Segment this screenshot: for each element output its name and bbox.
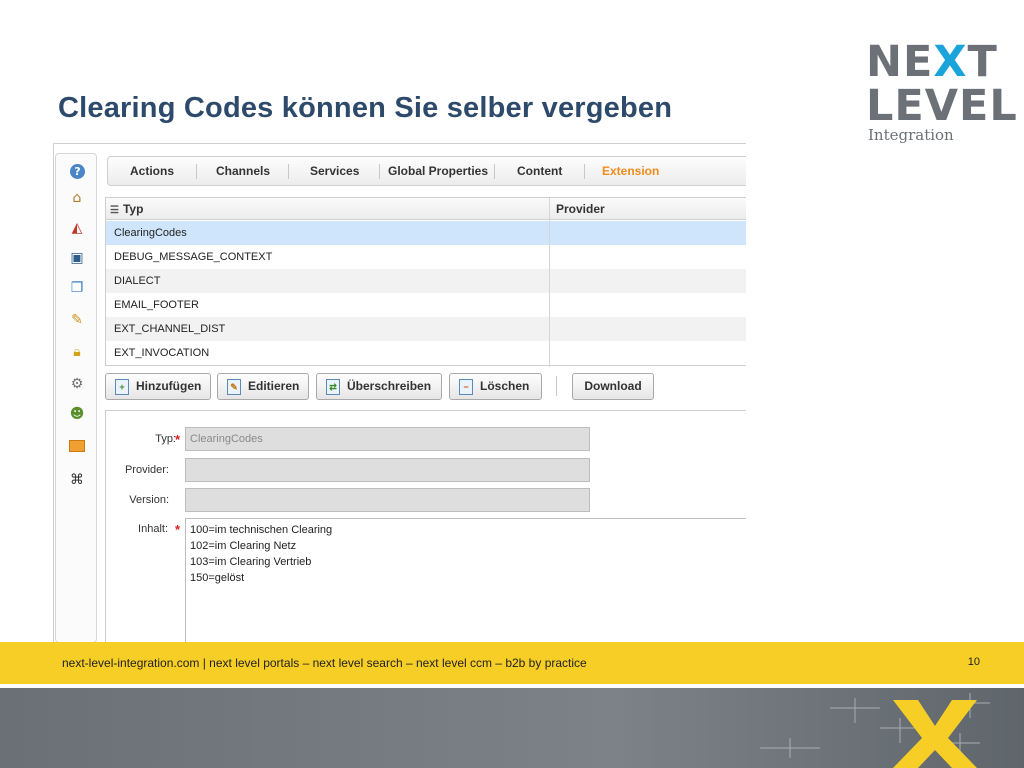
decorative-footer-band <box>0 688 1024 768</box>
help-icon[interactable]: ? <box>70 164 85 179</box>
tab-separator <box>584 164 585 179</box>
cell-typ: DIALECT <box>114 275 161 287</box>
logo-line-level: LEVEL <box>866 81 1018 131</box>
table-row[interactable] <box>106 341 746 365</box>
icon-sidebar <box>55 153 97 643</box>
tab-channels[interactable]: Channels <box>216 164 271 178</box>
content-line: 100=im technischen Clearing <box>190 524 333 536</box>
next-level-logo <box>866 37 1018 144</box>
extension-form <box>105 410 746 643</box>
provider-field[interactable] <box>185 458 590 482</box>
content-textarea[interactable] <box>185 518 746 643</box>
x-logo-mark <box>893 700 977 768</box>
table-header <box>106 198 746 220</box>
delete-button[interactable]: − Löschen <box>449 373 542 400</box>
table-row[interactable] <box>106 317 746 341</box>
cell-typ: EXT_INVOCATION <box>114 347 210 359</box>
add-document-icon: + <box>115 379 129 395</box>
content-line: 102=im Clearing Netz <box>190 540 297 552</box>
typ-field[interactable]: ClearingCodes <box>185 427 590 451</box>
table-row[interactable] <box>106 269 746 293</box>
logo-line-next: NEXT <box>866 37 998 87</box>
box-icon[interactable] <box>69 440 85 452</box>
decorative-x-pattern <box>0 688 1024 768</box>
column-menu-icon: ☰ <box>110 205 119 216</box>
extension-table <box>105 197 746 366</box>
copy-icon[interactable]: ❐ <box>70 280 84 296</box>
logo-line-integration: Integration <box>868 126 954 144</box>
content-line: 150=gelöst <box>190 572 245 584</box>
column-header-provider[interactable]: Provider <box>556 202 605 216</box>
tab-services[interactable]: Services <box>310 164 360 178</box>
statistics-icon[interactable]: ◭ <box>71 220 83 236</box>
overwrite-document-icon: ⇄ <box>326 379 340 395</box>
cell-typ: DEBUG_MESSAGE_CONTEXT <box>114 251 273 263</box>
version-field[interactable] <box>185 488 590 512</box>
table-row[interactable] <box>106 221 746 245</box>
users-icon[interactable]: ☻ <box>69 406 85 422</box>
footer-text: next-level-integration.com | next level portals – next level search – next level ccm – b2b by practice <box>62 656 587 670</box>
gear-icon[interactable]: ⚙ <box>70 376 84 392</box>
delete-document-icon: − <box>459 379 473 395</box>
tab-content[interactable]: Content <box>517 164 563 178</box>
lock-icon[interactable]: 🔒︎ <box>73 344 81 360</box>
page-number: 10 <box>967 656 980 668</box>
tab-separator <box>196 164 197 179</box>
overwrite-button[interactable]: ⇄ Überschreiben <box>316 373 442 400</box>
content-line: 103=im Clearing Vertrieb <box>190 556 312 568</box>
column-header-typ[interactable]: ☰ Typ <box>110 202 144 216</box>
tab-separator <box>288 164 289 179</box>
monitor-icon[interactable]: ▣ <box>70 250 84 266</box>
provider-label: Provider: <box>124 464 169 476</box>
required-marker: * <box>175 432 181 447</box>
application-screenshot <box>53 143 746 643</box>
edit-document-icon: ✎ <box>227 379 241 395</box>
required-marker: * <box>175 522 181 537</box>
cell-typ: EMAIL_FOOTER <box>114 299 199 311</box>
binoculars-icon[interactable]: ⌘ <box>70 472 84 488</box>
slide-title: Clearing Codes können Sie selber vergeben <box>58 92 673 124</box>
tab-extension[interactable]: Extension <box>602 164 660 178</box>
cell-typ: ClearingCodes <box>114 227 187 239</box>
download-button[interactable]: Download <box>572 373 654 400</box>
tab-actions[interactable]: Actions <box>130 164 175 178</box>
toolbar-separator <box>556 376 557 396</box>
edit-button[interactable]: ✎ Editieren <box>217 373 309 400</box>
main-tab-bar <box>107 156 746 186</box>
table-row[interactable] <box>106 245 746 269</box>
tab-separator <box>494 164 495 179</box>
content-label: Inhalt: <box>138 523 168 535</box>
footer-bar <box>0 642 1024 684</box>
document-icon[interactable]: ✎ <box>71 312 83 328</box>
typ-label: Typ: <box>155 433 176 445</box>
cell-typ: EXT_CHANNEL_DIST <box>114 323 226 335</box>
column-divider[interactable] <box>549 198 550 367</box>
tab-separator <box>379 164 380 179</box>
table-row[interactable] <box>106 293 746 317</box>
tab-global-properties[interactable]: Global Properties <box>388 164 489 178</box>
add-button[interactable]: + Hinzufügen <box>105 373 211 400</box>
home-icon[interactable]: ⌂ <box>72 190 82 206</box>
version-label: Version: <box>129 494 169 506</box>
